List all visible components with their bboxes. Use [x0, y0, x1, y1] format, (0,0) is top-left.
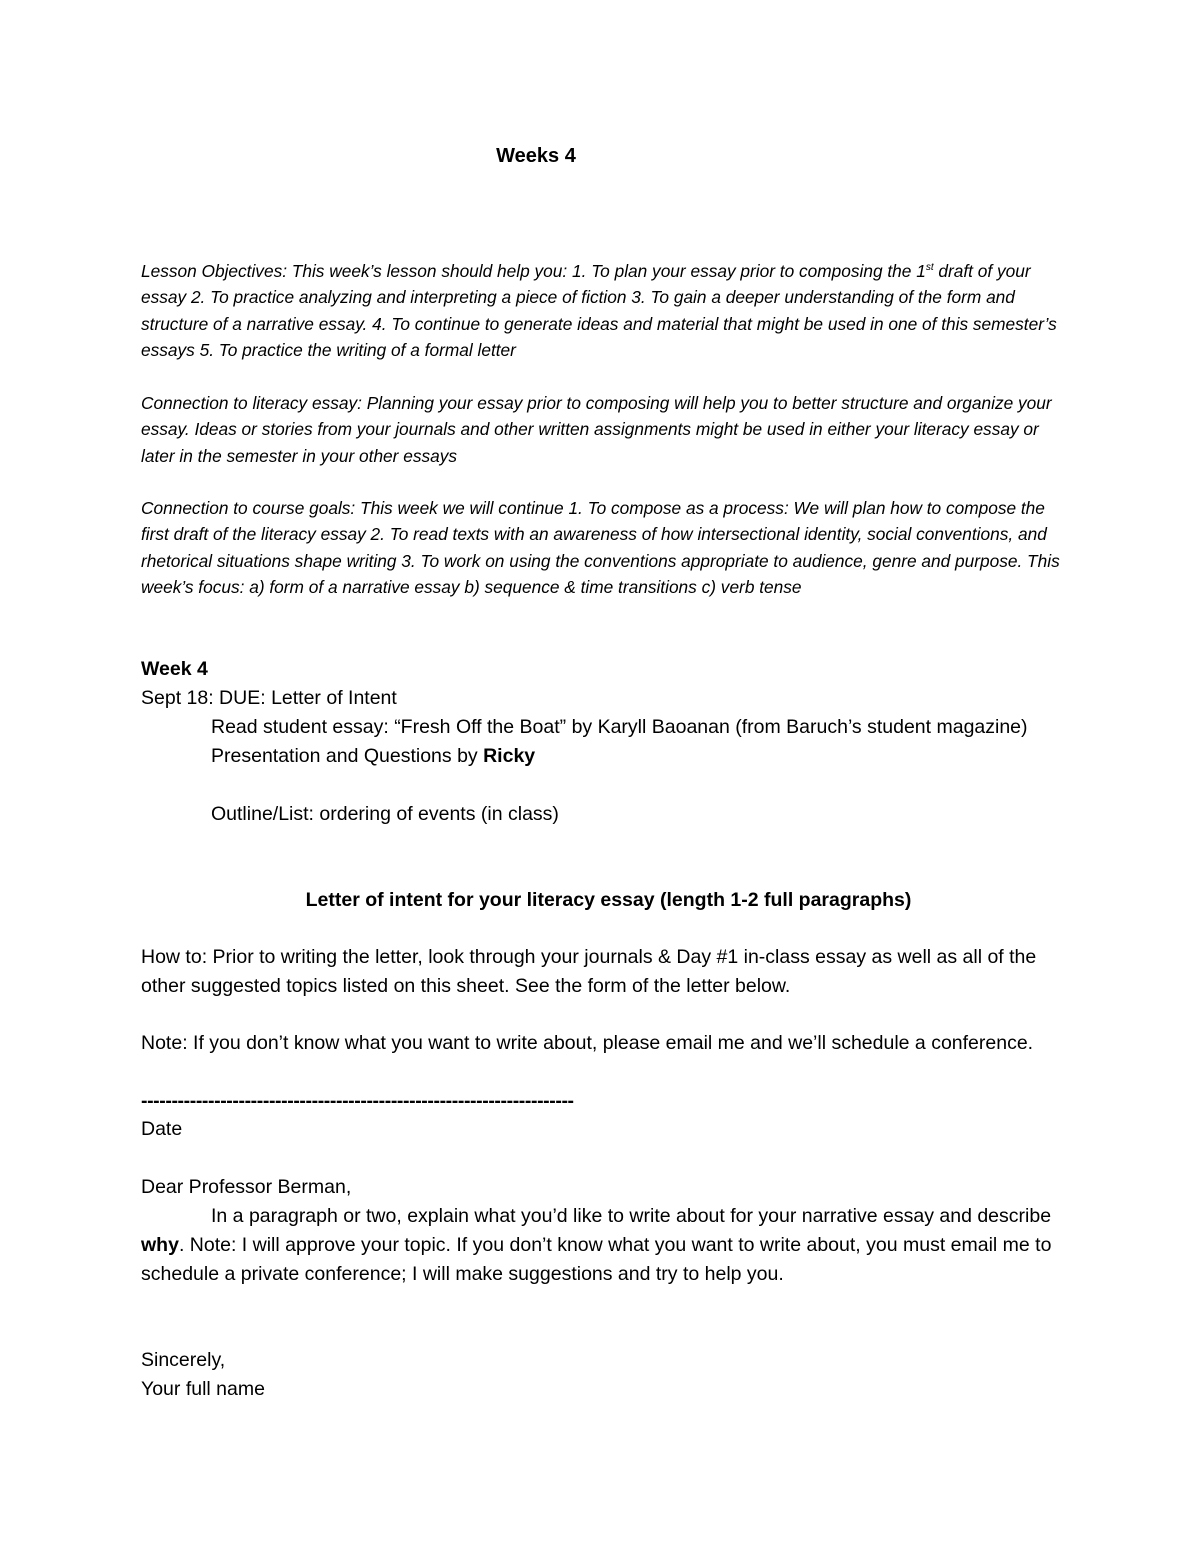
schedule-presentation-text: Presentation and Questions by — [211, 745, 484, 767]
ordinal-superscript: st — [925, 262, 934, 274]
schedule-presentation — [141, 742, 1076, 771]
schedule-outline: Outline/List: ordering of events (in class) — [211, 803, 559, 825]
schedule-date-line: Sept 18: DUE: Letter of Intent — [141, 687, 397, 709]
lesson-objectives-text-continued: draft of your essay 2. To practice analyzing and interpreting a piece of fiction 3. To gain a deeper understanding of the form and structure of a narrative essay. 4. To continue to generate ideas and material that might be used in one of this semester’s essays 5. To practice the writing of a formal letter — [141, 261, 1057, 361]
note-paragraph: Note: If you don’t know what you want to write about, please email me and we’ll schedule a conference. — [141, 1032, 1034, 1054]
template-body-emphasis: why — [141, 1234, 179, 1256]
schedule-reading: Read student essay: “Fresh Off the Boat” by Karyll Baoanan (from Baruch’s student magazine) — [211, 716, 1028, 738]
connection-course-paragraph: Connection to course goals: This week we will continue 1. To compose as a process: We will plan how to compose the first draft of the literacy essay 2. To read texts with an awareness of how intersectional identity, social conventions, and rhetorical situations shape writing 3. To work on using the conventions appropriate to audience, genre and purpose. This week’s focus: a) form of a narrative essay b) sequence & time transitions c) verb tense — [141, 498, 1060, 598]
schedule-section — [141, 655, 1076, 829]
connection-literacy-paragraph: Connection to literacy essay: Planning your essay prior to composing will help you to better structure and organize your essay. Ideas or stories from your journals and other written assignments might be used in either your literacy essay or later in the semester in your other essays — [141, 393, 1052, 466]
page-title: Weeks 4 — [496, 145, 576, 167]
spacer — [141, 771, 1076, 800]
template-body-text-continued: . Note: I will approve your topic. If you don’t know what you want to write about, you must email me to schedule a private conference; I will make suggestions and try to help you. — [141, 1234, 1052, 1285]
template-date: Date — [141, 1118, 183, 1140]
template-body — [141, 1202, 1076, 1289]
template-salutation: Dear Professor Berman, — [141, 1176, 352, 1198]
how-to-paragraph: How to: Prior to writing the letter, look through your journals & Day #1 in-class essay as well as all of the other suggested topics listed on this sheet. See the form of the letter below. — [141, 946, 1037, 997]
presenter-name: Ricky — [483, 745, 536, 767]
template-signature: Your full name — [141, 1378, 265, 1400]
template-body-text: In a paragraph or two, explain what you’d like to write about for your narrative essay and describe — [211, 1205, 1052, 1227]
divider-line: ----------------------------------------------------------------------- — [141, 1090, 574, 1112]
week-heading: Week 4 — [141, 658, 208, 680]
letter-closing — [141, 1346, 1076, 1404]
template-closing: Sincerely, — [141, 1349, 226, 1371]
letter-template — [141, 1173, 1076, 1289]
lesson-objectives-paragraph — [141, 258, 1076, 364]
letter-heading: Letter of intent for your literacy essay (length 1-2 full paragraphs) — [305, 889, 912, 911]
lesson-objectives-text: Lesson Objectives: This week’s lesson should help you: 1. To plan your essay prior to composing the 1 — [141, 261, 926, 281]
